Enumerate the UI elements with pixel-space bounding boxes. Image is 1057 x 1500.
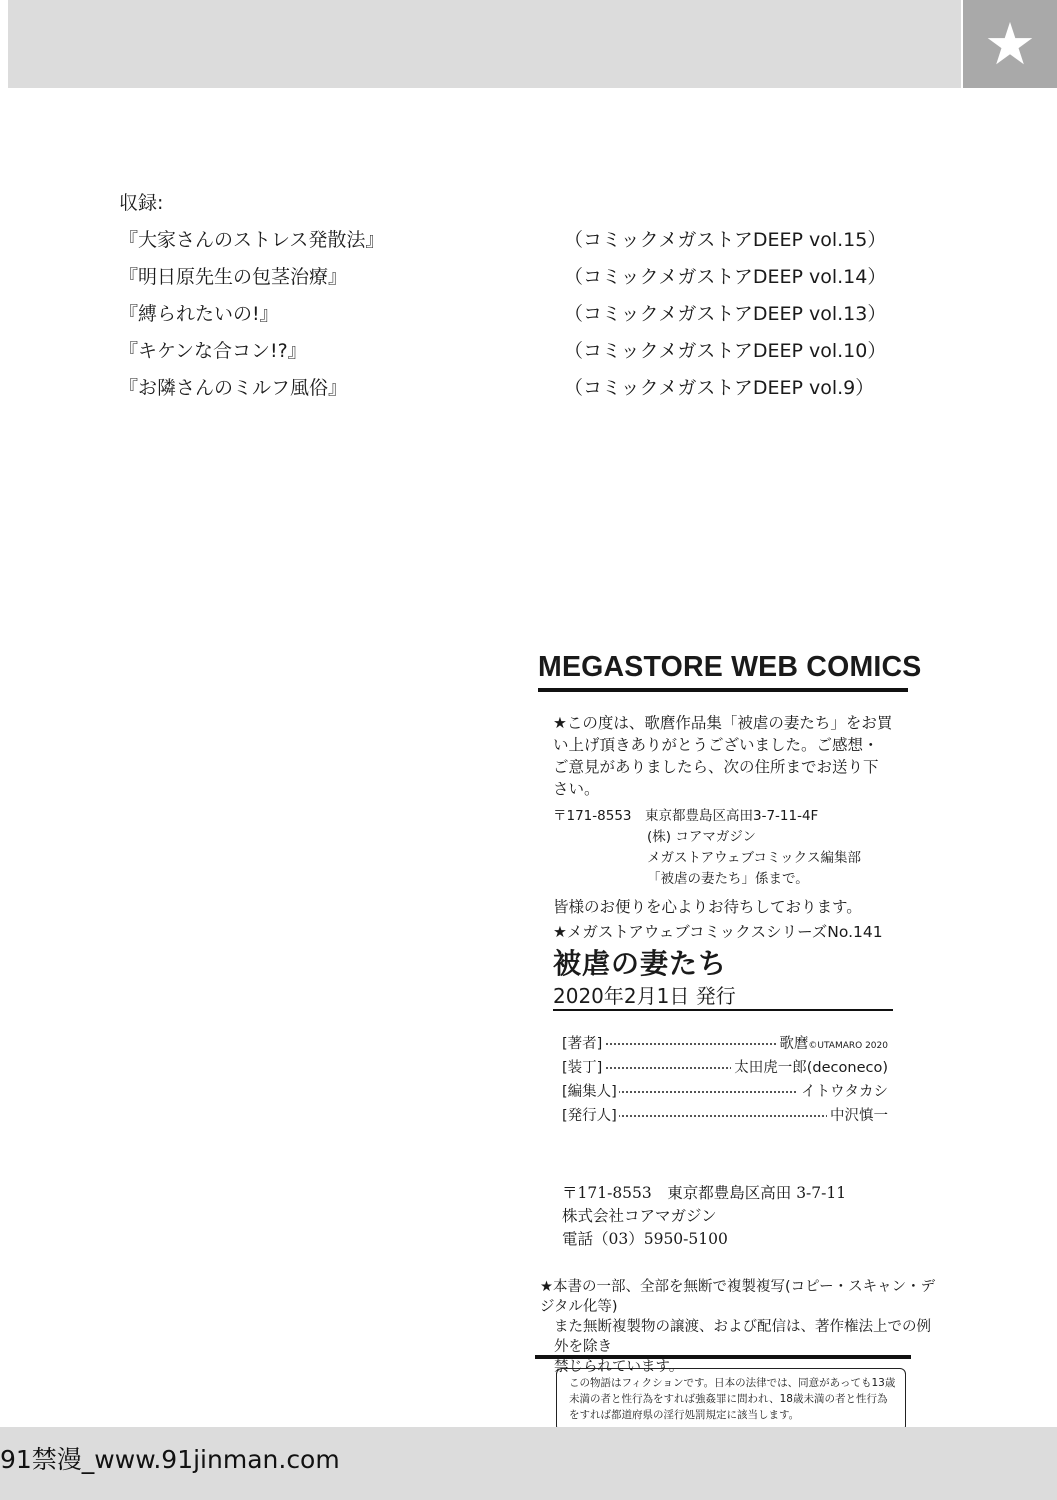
publisher-address: 〒171-8553 東京都豊島区高田 3-7-11 — [562, 1184, 847, 1202]
credits-list — [562, 1032, 888, 1128]
notice-line: ★本書の一部、全部を無断で複製複写(コピー・スキャン・デジタル化等) — [540, 1279, 936, 1315]
credit-label: [編集人] — [562, 1080, 619, 1104]
address-line: メガストアウェブコミックス編集部 — [647, 850, 861, 866]
list-item — [119, 222, 919, 259]
credit-label: [装丁] — [562, 1056, 604, 1080]
contents-label: 収録: — [119, 192, 164, 214]
brand-block — [538, 650, 922, 692]
credit-label: [発行人] — [562, 1104, 619, 1128]
brand-logo: MEGASTORE WEB COMICS — [538, 651, 922, 683]
story-title: 『明日原先生の包茎治療』 — [119, 266, 348, 288]
series-number: ★メガストアウェブコミックスシリーズNo.141 — [553, 923, 883, 941]
publisher-phone: 電話（03）5950-5100 — [562, 1230, 728, 1248]
credit-row — [562, 1032, 888, 1056]
divider — [553, 1009, 893, 1011]
credit-value: イトウタカシ — [798, 1080, 888, 1104]
credit-row — [562, 1056, 888, 1080]
fiction-notice: この物語はフィクションです。日本の法律では、同意があっても13歳未満の者と性行為をすれば強姦罪に問われ、18歳未満の者と性行為をすれば都道府県の淫行処罰規定に該当します。 — [556, 1368, 906, 1432]
address-line: 「被虐の妻たち」係まで。 — [647, 871, 809, 887]
credit-row — [562, 1080, 888, 1104]
story-title: 『大家さんのストレス発散法』 — [119, 229, 385, 251]
credit-value: 歌麿 — [779, 1036, 809, 1052]
publisher-info — [562, 1182, 846, 1251]
contents-list — [119, 222, 919, 407]
story-title: 『キケンな合コン!?』 — [119, 340, 307, 362]
notice-line: 禁じられています。 — [554, 1359, 684, 1375]
site-watermark: 91禁漫_www.91jinman.com — [0, 1445, 340, 1474]
list-item — [119, 370, 919, 407]
credit-label: [著者] — [562, 1032, 604, 1056]
credit-value: 太田虎一郎(deconeco) — [731, 1056, 888, 1080]
notice-line: また無断複製物の譲渡、および配信は、著作権法上での例外を除き — [554, 1319, 931, 1355]
story-source: （コミックメガストアDEEP vol.15） — [564, 229, 887, 251]
brand-divider — [538, 688, 908, 692]
story-source: （コミックメガストアDEEP vol.9） — [564, 377, 875, 399]
address-line: (株) コアマガジン — [647, 829, 756, 845]
publisher-name: 株式会社コアマガジン — [562, 1207, 717, 1225]
address-line: 〒171-8553 東京都豊島区高田3-7-11-4F — [553, 808, 819, 824]
list-item — [119, 259, 919, 296]
copyright-mark: ©UTAMARO 2020 — [808, 1041, 888, 1051]
top-gray-band — [8, 0, 961, 88]
list-item — [119, 333, 919, 370]
star-icon: ★ — [963, 0, 1057, 88]
credit-value: 中沢慎一 — [827, 1104, 888, 1128]
story-source: （コミックメガストアDEEP vol.13） — [564, 303, 887, 325]
story-title: 『お隣さんのミルフ風俗』 — [119, 377, 348, 399]
reader-notice: ★この度は、歌麿作品集「被虐の妻たち」をお買い上げ頂きありがとうございました。ご感想・ご意見がありましたら、次の住所までお送り下さい。 — [553, 714, 893, 798]
story-source: （コミックメガストアDEEP vol.10） — [564, 340, 887, 362]
book-title: 被虐の妻たち — [553, 947, 728, 980]
story-source: （コミックメガストアDEEP vol.14） — [564, 266, 887, 288]
wait-text: 皆様のお便りを心よりお待ちしております。 — [553, 898, 862, 916]
divider — [535, 1355, 911, 1359]
mail-address — [553, 806, 861, 890]
list-item — [119, 296, 919, 333]
publish-date: 2020年2月1日 発行 — [553, 984, 736, 1008]
credit-row — [562, 1104, 888, 1128]
story-title: 『縛られたいの!』 — [119, 303, 279, 325]
copyright-notice — [540, 1277, 940, 1377]
